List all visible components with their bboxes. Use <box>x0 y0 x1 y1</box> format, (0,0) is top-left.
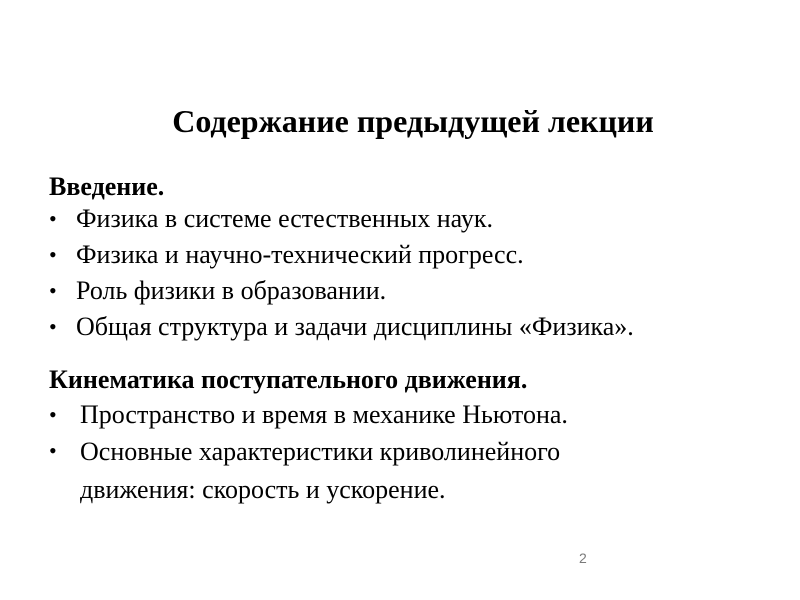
list-item <box>49 237 634 273</box>
list-item <box>49 433 680 509</box>
list-item-text: Пространство и время в механике Ньютона. <box>80 400 568 429</box>
bullet-icon: • <box>49 242 57 267</box>
list-item <box>49 397 680 433</box>
list-item <box>49 273 634 309</box>
list-item-text: Физика и научно-технический прогресс. <box>76 240 524 269</box>
section-heading-introduction: Введение. <box>49 172 165 201</box>
bullet-icon: • <box>49 206 57 231</box>
list-item-text: Роль физики в образовании. <box>76 276 387 305</box>
slide-title: Содержание предыдущей лекции <box>172 103 654 139</box>
list-item-text: Физика в системе естественных наук. <box>76 204 493 233</box>
list-item-text: Основные характеристики криволинейного движения: скорость и ускорение. <box>80 437 561 504</box>
section-heading-kinematics: Кинематика поступательного движения. <box>49 365 528 394</box>
list-item <box>49 309 634 345</box>
bullet-icon: • <box>49 402 57 427</box>
bullet-icon: • <box>49 438 57 463</box>
bullet-icon: • <box>49 314 57 339</box>
bullet-list-kinematics <box>49 397 680 509</box>
bullet-list-introduction <box>49 201 634 345</box>
bullet-icon: • <box>49 278 57 303</box>
page-number: 2 <box>579 550 587 566</box>
list-item-text: Общая структура и задачи дисциплины «Физика». <box>76 312 634 341</box>
list-item <box>49 201 634 237</box>
